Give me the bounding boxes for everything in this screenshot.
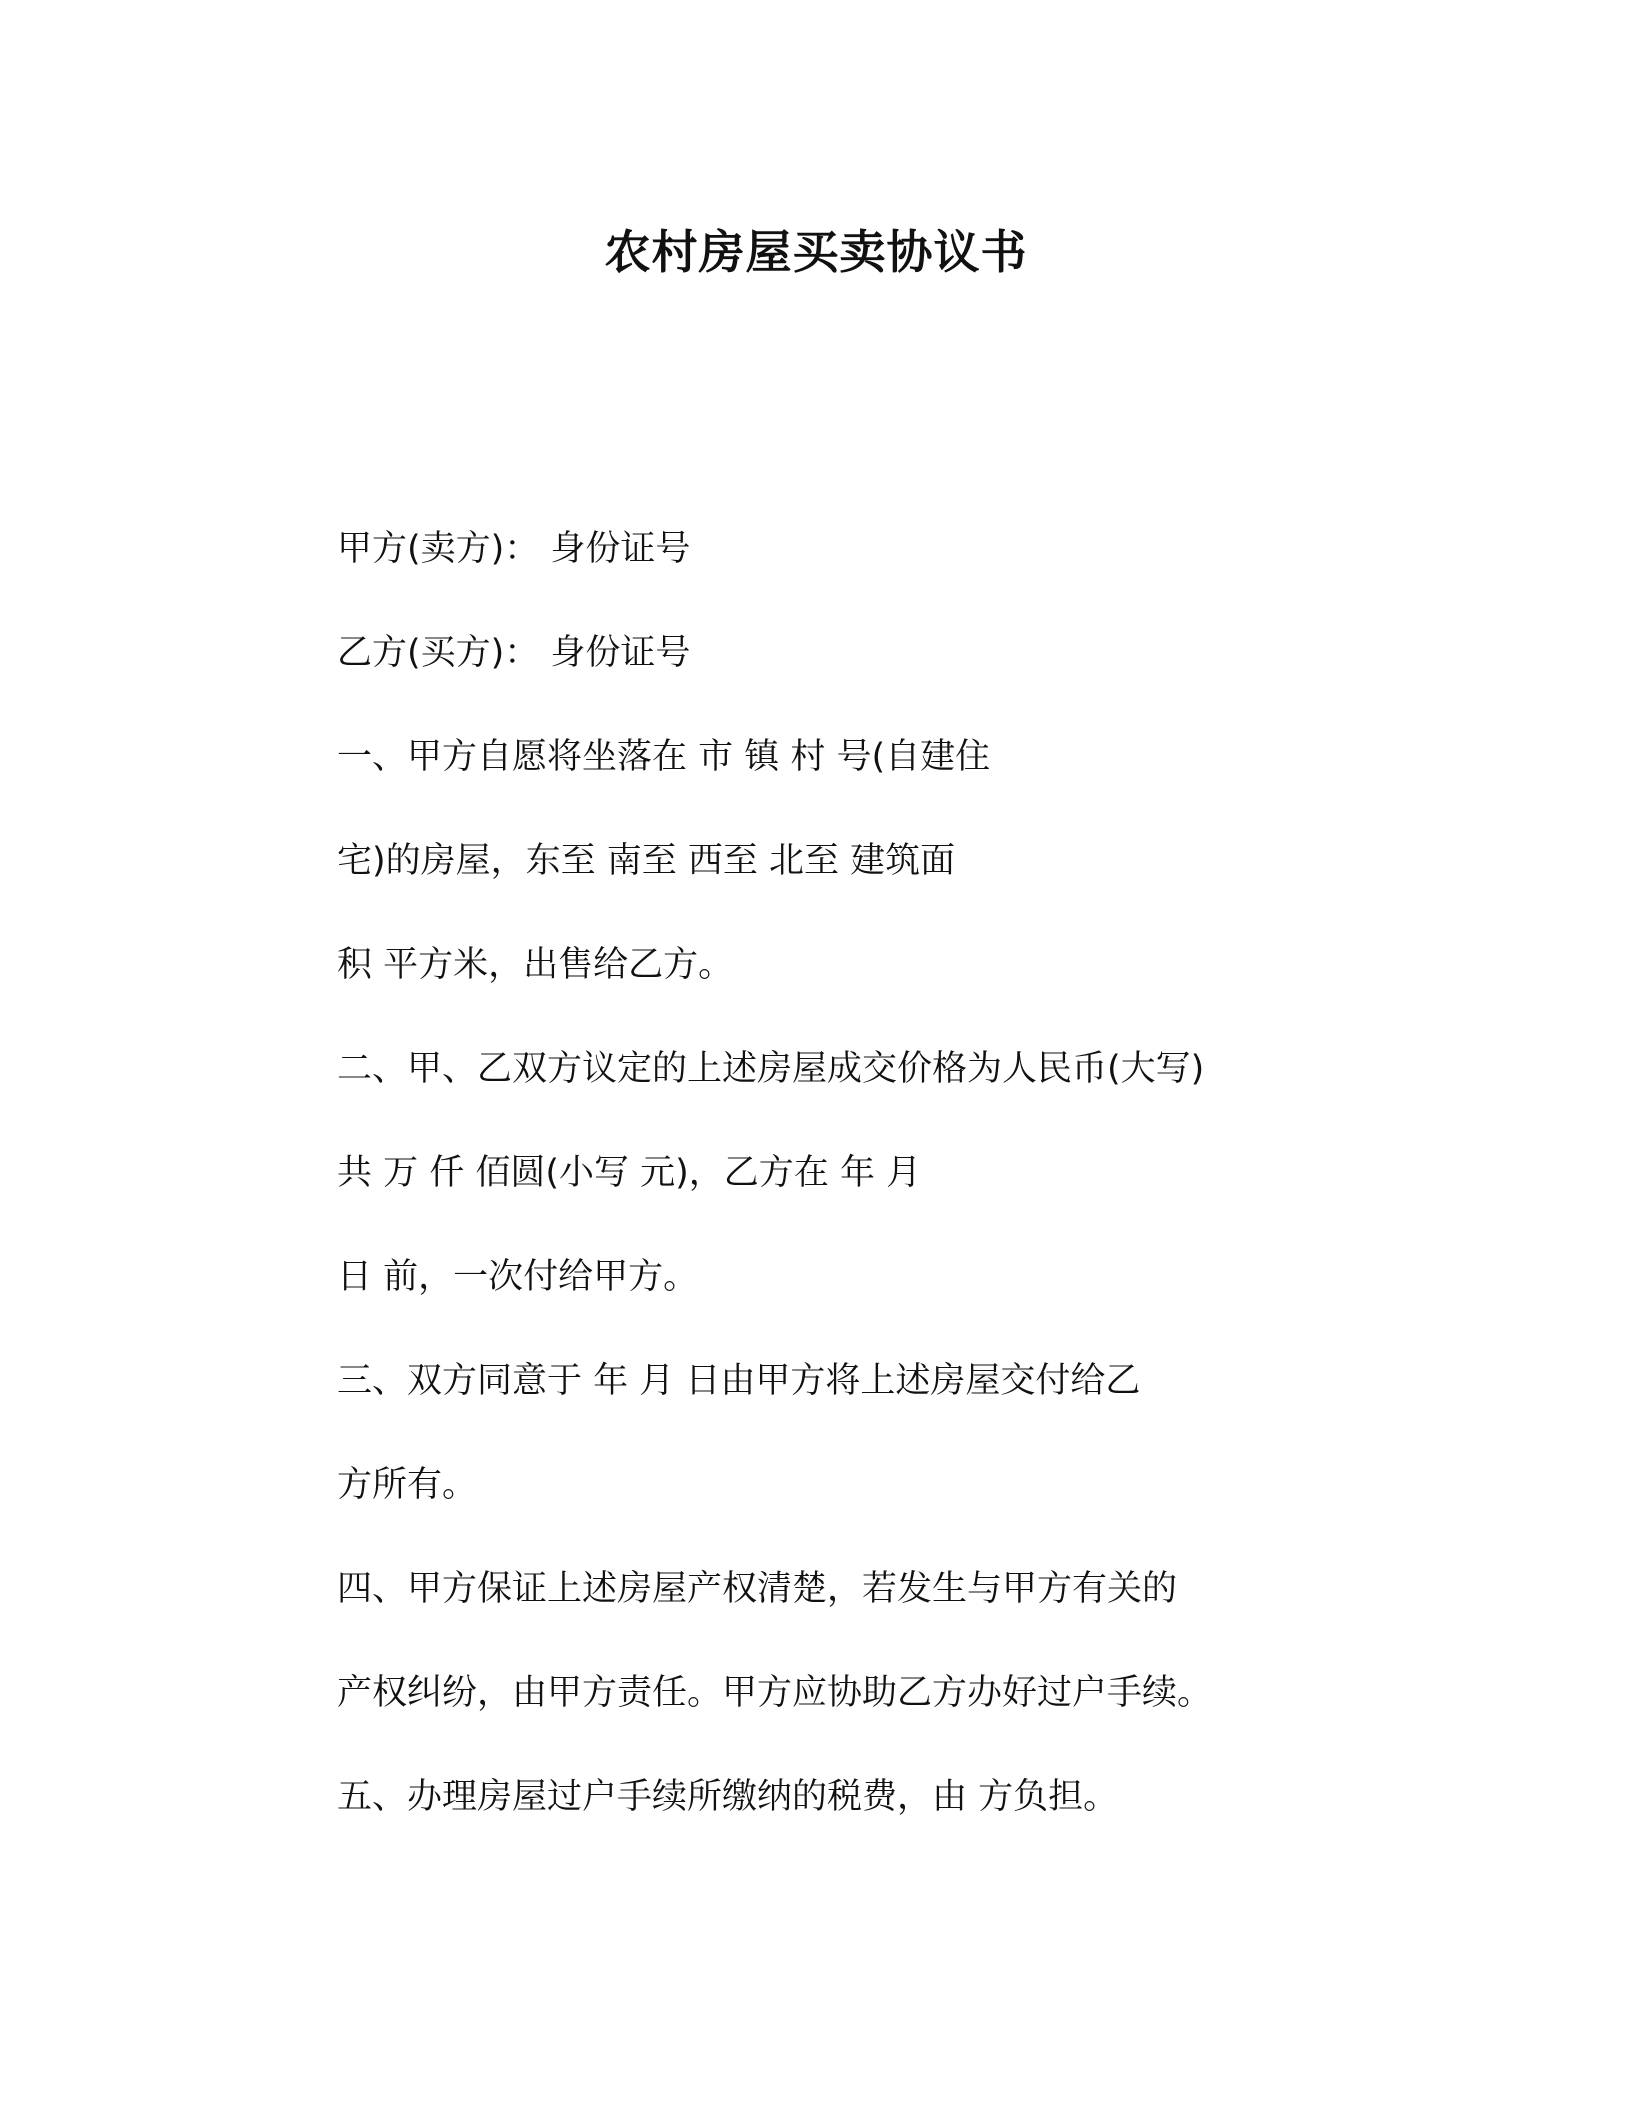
clause-1-line-3: 积 平方米，出售给乙方。 (337, 945, 734, 985)
document-body (337, 497, 1337, 1849)
clause-1-line-1: 一、甲方自愿将坐落在 市 镇 村 号(自建住 (337, 737, 991, 777)
clause-4-line-2: 产权纠纷，由甲方责任。甲方应协助乙方办好过户手续。 (337, 1673, 1213, 1713)
party-b-line: 乙方(买方)： 身份证号 (337, 633, 691, 673)
clause-3-line-1: 三、双方同意于 年 月 日由甲方将上述房屋交付给乙 (337, 1361, 1141, 1401)
party-a-line: 甲方(卖方)： 身份证号 (337, 529, 691, 569)
clause-2-line-3: 日 前，一次付给甲方。 (337, 1257, 699, 1297)
clause-4-line-1: 四、甲方保证上述房屋产权清楚，若发生与甲方有关的 (337, 1569, 1178, 1609)
clause-2-line-2: 共 万 仟 佰圆(小写 元)，乙方在 年 月 (337, 1153, 922, 1193)
document-title: 农村房屋买卖协议书 (604, 225, 1028, 279)
clause-2-line-1: 二、甲、乙双方议定的上述房屋成交价格为人民币(大写) (337, 1049, 1205, 1089)
clause-1-line-2: 宅)的房屋，东至 南至 西至 北至 建筑面 (337, 841, 956, 881)
clause-3-line-2: 方所有。 (337, 1465, 478, 1505)
clause-5-line-1: 五、办理房屋过户手续所缴纳的税费，由 方负担。 (337, 1777, 1119, 1817)
